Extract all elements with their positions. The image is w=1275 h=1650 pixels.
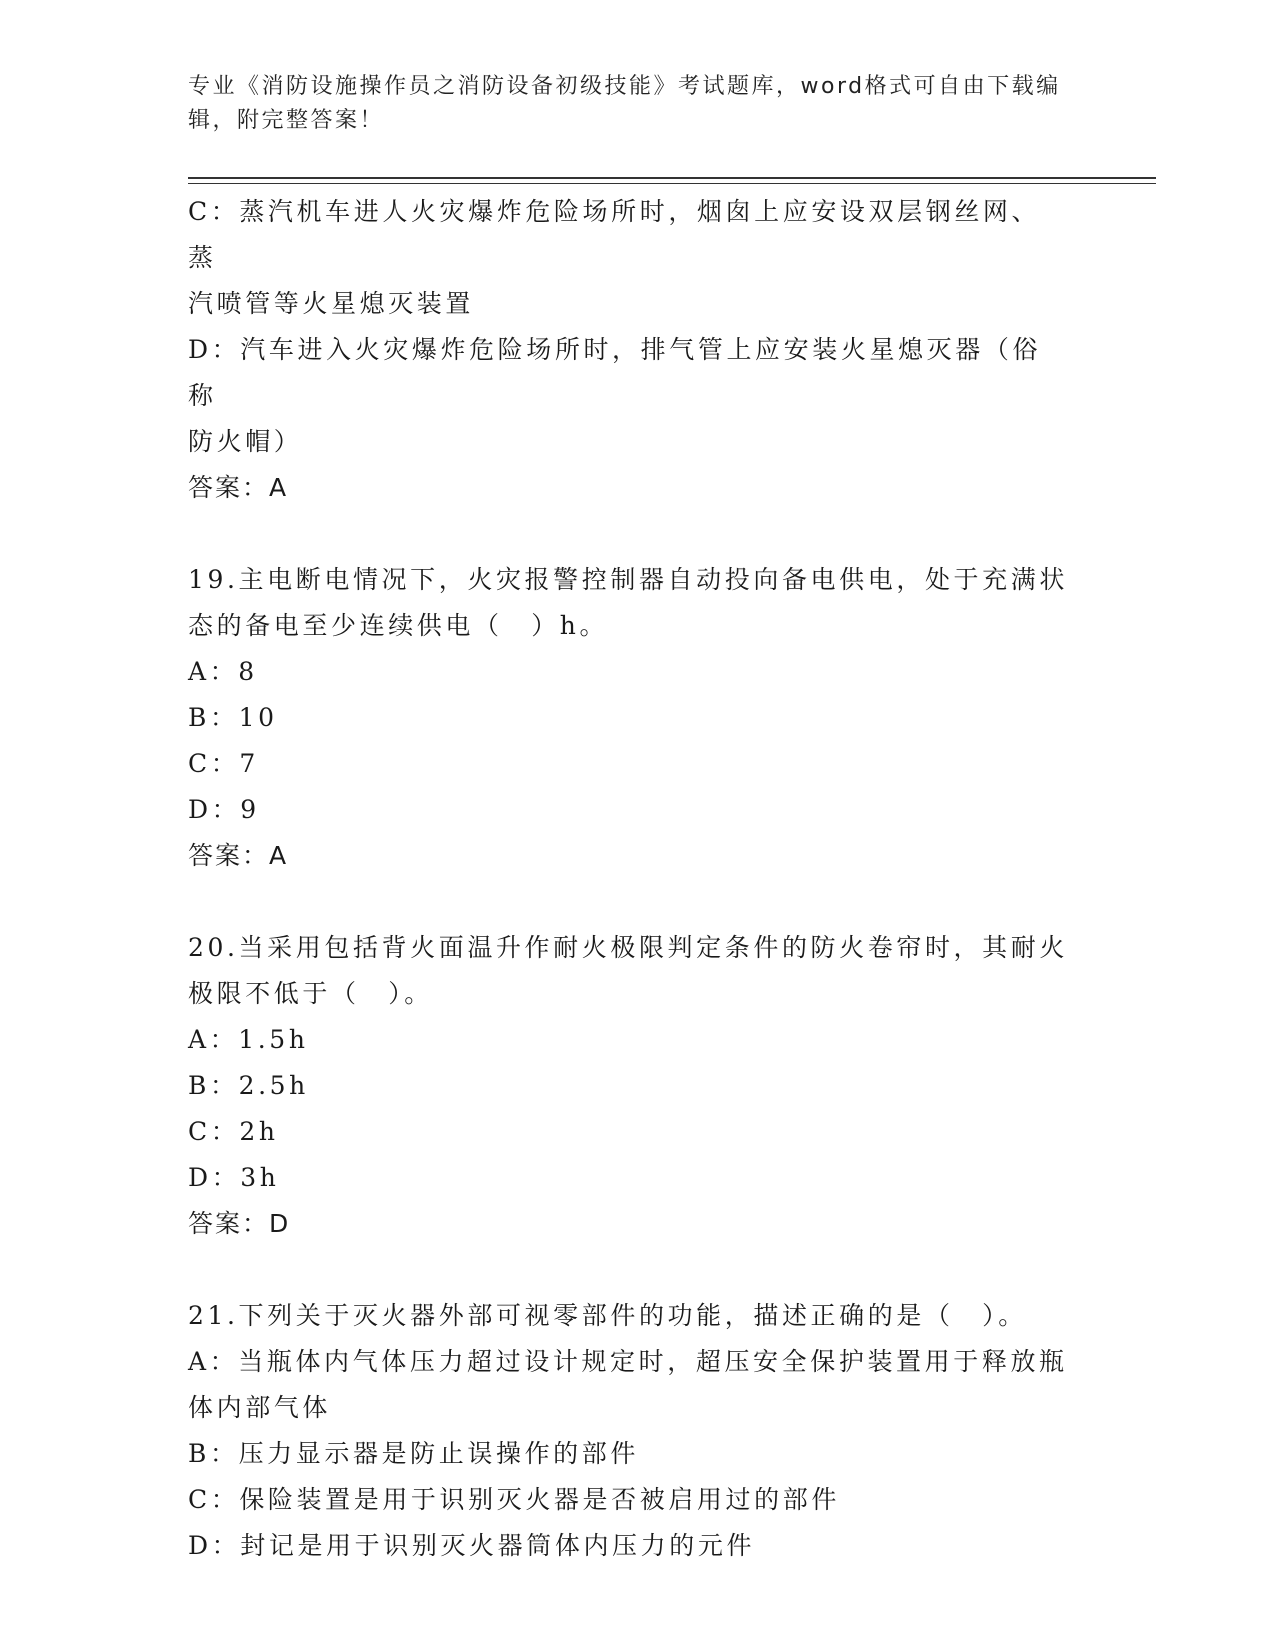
- question-stem-line-2: 态的备电至少连续供电（ ）h。: [188, 611, 609, 640]
- option-a-line-2: 体内部气体: [188, 1393, 332, 1422]
- option-c-line-1: C：蒸汽机车进人火灾爆炸危险场所时，烟囱上应安设双层钢丝网、蒸: [188, 197, 1041, 272]
- option-d: D：9: [188, 795, 260, 824]
- option-c: C：2h: [188, 1117, 279, 1146]
- header-line-2: 辑，附完整答案！: [188, 108, 385, 133]
- option-b: B：压力显示器是防止误操作的部件: [188, 1439, 639, 1468]
- header-divider-thin: [188, 183, 1156, 184]
- option-c-line-2: 汽喷管等火星熄灭装置: [188, 289, 475, 318]
- question-21-block: [188, 1293, 1068, 1569]
- option-a-line-1: A：当瓶体内气体压力超过设计规定时，超压安全保护装置用于释放瓶: [188, 1347, 1068, 1376]
- option-c: C：保险装置是用于识别灭火器是否被启用过的部件: [188, 1485, 840, 1514]
- option-d-line-1: D：汽车进入火灾爆炸危险场所时，排气管上应安装火星熄灭器（俗称: [188, 335, 1042, 410]
- option-b: B：10: [188, 703, 278, 732]
- option-a: A：1.5h: [188, 1025, 309, 1054]
- question-stem-line-2: 极限不低于（ ）。: [188, 979, 433, 1008]
- option-d-line-2: 防火帽）: [188, 427, 303, 456]
- option-d: D：封记是用于识别灭火器筒体内压力的元件: [188, 1531, 756, 1560]
- spacer: [188, 511, 1068, 557]
- header-divider-thick: [188, 177, 1156, 179]
- header-line-1: 专业《消防设施操作员之消防设备初级技能》考试题库，word格式可自由下载编: [188, 74, 1061, 99]
- answer-label: 答案：A: [188, 473, 289, 502]
- spacer: [188, 879, 1068, 925]
- question-content: [188, 189, 1068, 1569]
- question-stem-line-1: 19.主电断电情况下，火灾报警控制器自动投向备电供电，处于充满状: [188, 565, 1068, 594]
- question-stem-line-1: 21.下列关于灭火器外部可视零部件的功能，描述正确的是（ ）。: [188, 1301, 1027, 1330]
- option-c: C：7: [188, 749, 259, 778]
- previous-question-block: [188, 189, 1068, 511]
- answer-label: 答案：A: [188, 841, 289, 870]
- spacer: [188, 1247, 1068, 1293]
- option-d: D：3h: [188, 1163, 280, 1192]
- question-19-block: [188, 557, 1068, 879]
- option-a: A：8: [188, 657, 258, 686]
- page-header: [188, 70, 1068, 138]
- option-b: B：2.5h: [188, 1071, 309, 1100]
- question-20-block: [188, 925, 1068, 1247]
- answer-label: 答案：D: [188, 1209, 291, 1238]
- question-stem-line-1: 20.当采用包括背火面温升作耐火极限判定条件的防火卷帘时，其耐火: [188, 933, 1068, 962]
